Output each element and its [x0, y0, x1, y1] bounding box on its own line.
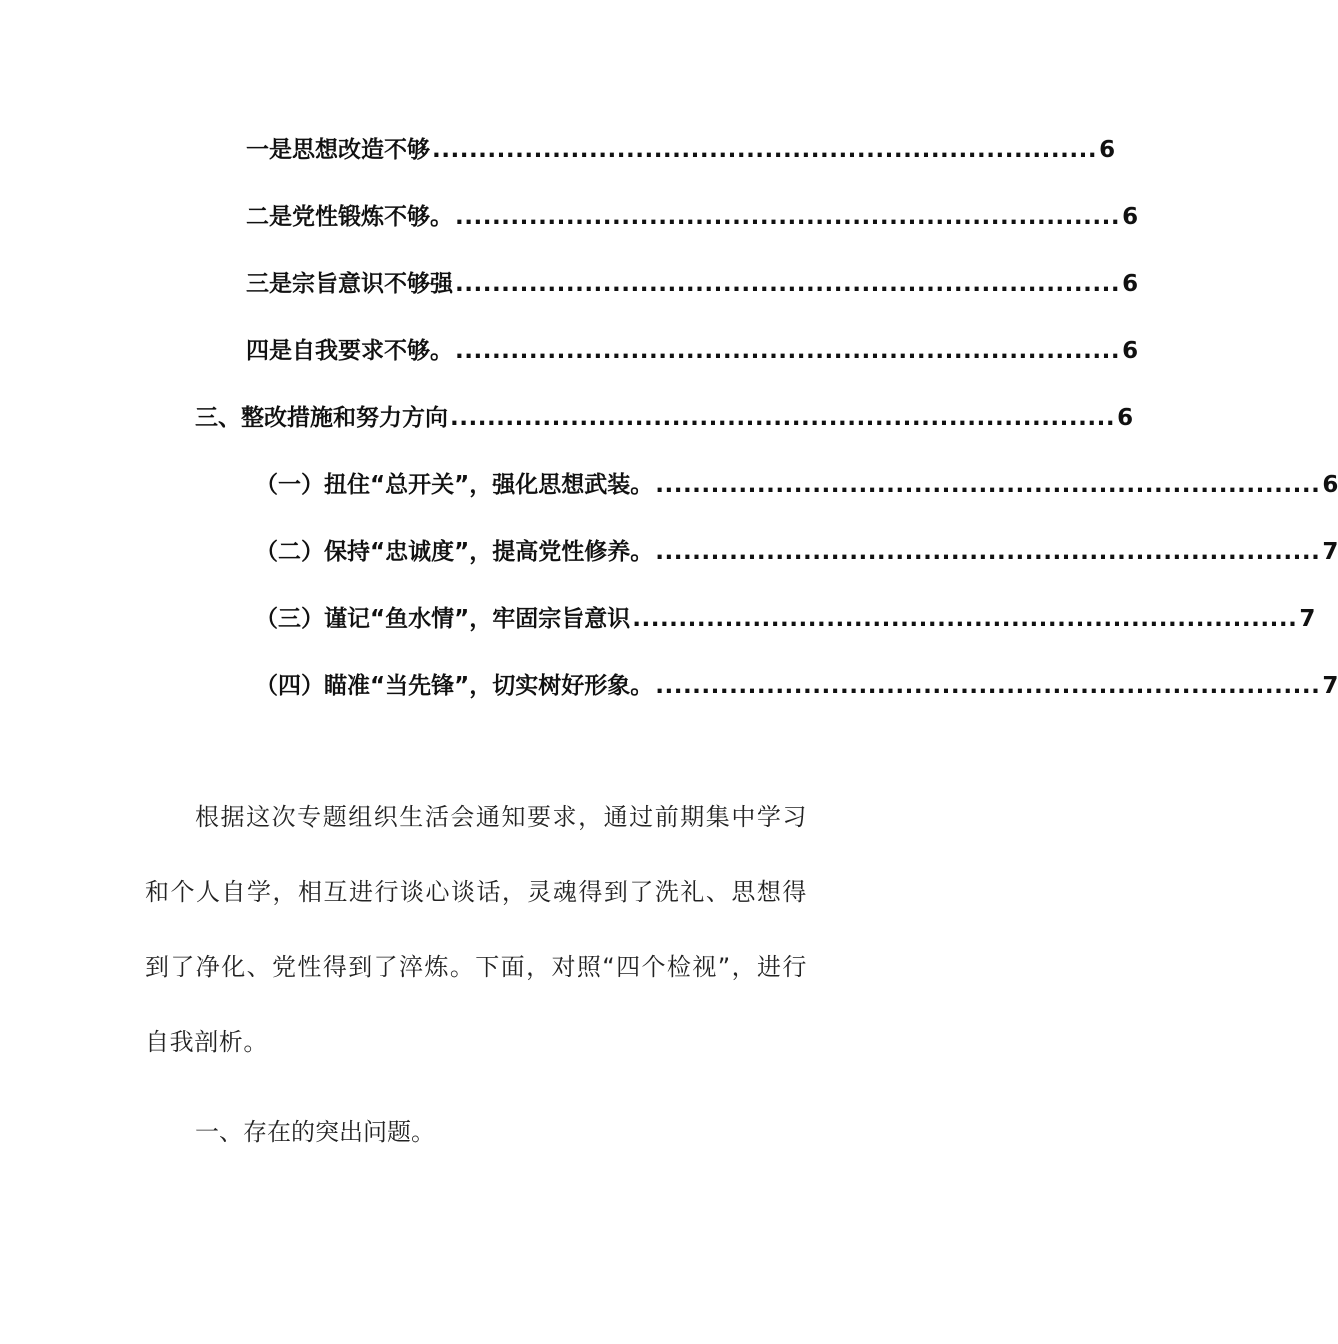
toc-entry-text: 二是党性锻炼不够。 [246, 204, 453, 230]
toc-entry-text: 一是思想改造不够 [246, 137, 430, 163]
section-heading: 一、存在的突出问题。 [195, 1118, 435, 1146]
toc-entry[interactable] [255, 468, 1338, 502]
toc-page-number: 6 [1122, 338, 1139, 364]
toc-leader-dots: ........................................................................ [455, 271, 1121, 297]
toc-entry[interactable] [195, 401, 1134, 435]
toc-entry-text: （三）谨记“鱼水情”，牢固宗旨意识 [255, 606, 631, 632]
toc-entry[interactable] [255, 669, 1338, 703]
toc-entry[interactable] [246, 133, 1116, 167]
intro-paragraph: 根据这次专题组织生活会通知要求，通过前期集中学习和个人自学，相互进行谈心谈话，灵魂得到了洗礼、思想得到了净化、党性得到了淬炼。下面，对照“四个检视”，进行自我剖析。 [145, 803, 807, 1056]
toc-leader-dots: ........................................................................ [655, 673, 1321, 699]
toc-entry-text: （一）扭住“总开关”，强化思想武装。 [255, 472, 654, 498]
toc-entry-text: 三、整改措施和努力方向 [195, 405, 448, 431]
toc-entry[interactable] [255, 602, 1316, 636]
toc-entry-text: （四）瞄准“当先锋”，切实树好形象。 [255, 673, 654, 699]
toc-leader-dots: ........................................................................ [450, 405, 1116, 431]
toc-page-number: 6 [1117, 405, 1134, 431]
toc-leader-dots: ........................................................................ [455, 338, 1121, 364]
toc-page-number: 7 [1322, 539, 1338, 565]
toc-entry-text: 四是自我要求不够。 [246, 338, 453, 364]
toc-leader-dots: ........................................................................ [632, 606, 1298, 632]
toc-page-number: 6 [1122, 204, 1139, 230]
toc-page-number: 6 [1122, 271, 1139, 297]
toc-entry-text: 三是宗旨意识不够强 [246, 271, 453, 297]
toc-page-number: 7 [1322, 673, 1338, 699]
toc-leader-dots: ........................................................................ [655, 539, 1321, 565]
toc-page-number: 7 [1299, 606, 1316, 632]
toc-page-number: 6 [1099, 137, 1116, 163]
toc-entry[interactable] [255, 535, 1338, 569]
toc-entry[interactable] [246, 334, 1139, 368]
toc-leader-dots: ........................................................................ [432, 137, 1098, 163]
toc-entry[interactable] [246, 200, 1139, 234]
toc-page-number: 6 [1322, 472, 1338, 498]
toc-leader-dots: ........................................................................ [455, 204, 1121, 230]
toc-leader-dots: ........................................................................ [655, 472, 1321, 498]
toc-entry-text: （二）保持“忠诚度”，提高党性修养。 [255, 539, 654, 565]
toc-entry[interactable] [246, 267, 1139, 301]
